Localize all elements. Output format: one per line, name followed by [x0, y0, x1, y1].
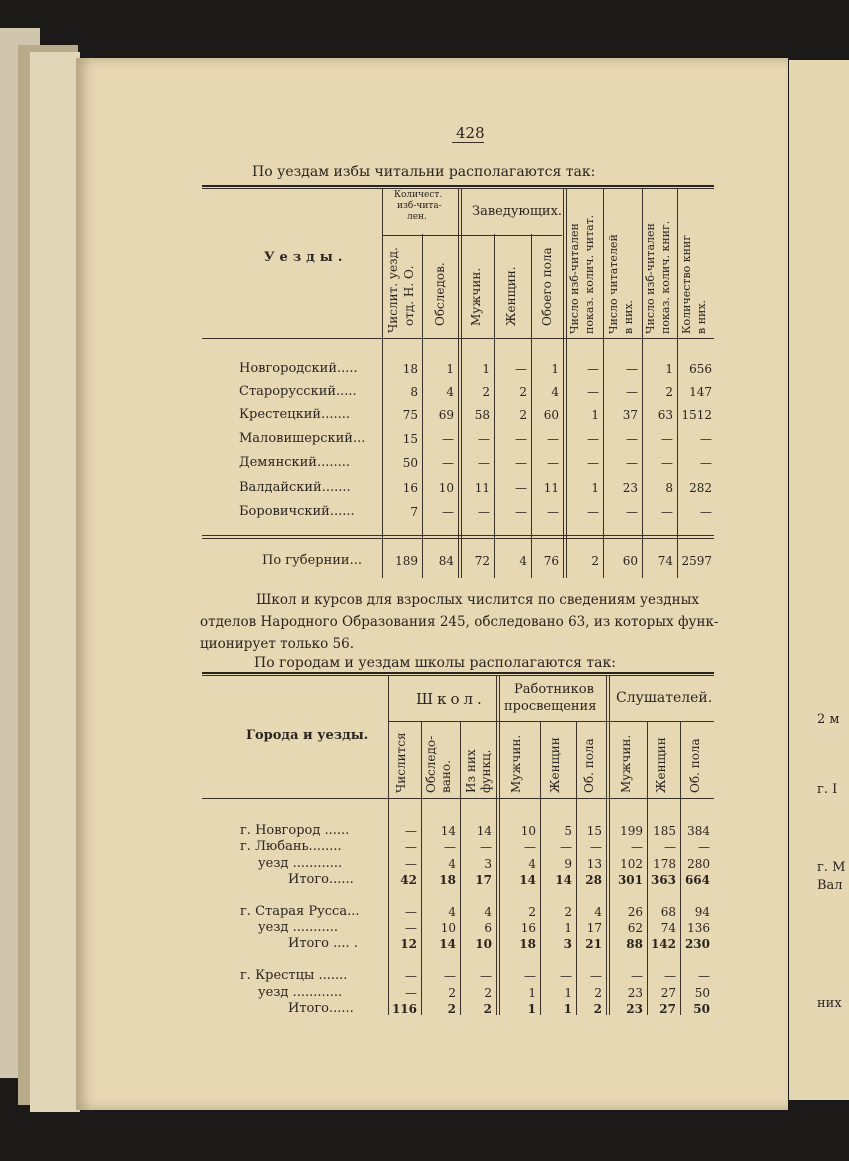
table-cell: 136: [687, 921, 710, 935]
vheader: Женщин: [654, 737, 668, 793]
table-cell: 2: [564, 905, 572, 919]
vheader: в них.: [695, 299, 708, 334]
vheader: Количество книг: [680, 234, 693, 334]
table-cell: 2: [483, 1002, 492, 1016]
table-cell: 6: [484, 921, 492, 935]
paragraph-line: ционирует только 56.: [200, 636, 354, 652]
table-cell: 75: [402, 408, 418, 422]
vheader: Об. пола: [582, 738, 596, 793]
vheader: Число изб-читален: [568, 223, 581, 334]
vheader: Обоего пола: [540, 247, 554, 326]
total-label: По губернии...: [262, 553, 362, 568]
table-cell: —: [524, 840, 536, 854]
table-cell: —: [698, 969, 710, 983]
vheader: Числится: [394, 732, 408, 793]
table-cell: 27: [660, 986, 676, 1000]
table-cell: 1: [564, 921, 572, 935]
vheader: Мужчин.: [469, 267, 483, 326]
table-cell: 4: [594, 905, 602, 919]
table-cell: 50: [402, 456, 418, 470]
header-rabotnikov: Работников: [514, 682, 594, 697]
vheader: Мужчин.: [619, 734, 633, 793]
table-cell: —: [524, 969, 536, 983]
table-cell: 2: [447, 1002, 456, 1016]
table-cell: 4: [448, 905, 456, 919]
table-cell: 60: [622, 554, 638, 568]
table-cell: —: [664, 840, 676, 854]
table-cell: —: [515, 456, 527, 470]
table-cell: 4: [528, 857, 536, 871]
vheader: Обследов.: [433, 262, 447, 326]
vheader: в них.: [622, 299, 635, 334]
row-label: г. Новгород ......: [240, 823, 350, 838]
table-cell: 58: [474, 408, 490, 422]
table-cell: —: [444, 840, 456, 854]
right-page-text: 2 м: [817, 712, 840, 727]
table-cell: —: [626, 362, 638, 376]
table-cell: 2: [519, 408, 527, 422]
table-cell: 2: [593, 1002, 602, 1016]
table-cell: 1512: [681, 408, 712, 422]
row-label: уезд ............: [258, 985, 343, 1000]
table-cell: 3: [484, 857, 492, 871]
table-cell: 10: [520, 824, 536, 838]
table-cell: —: [560, 969, 572, 983]
header-zaveduyushchikh: Заведующих.: [472, 204, 563, 219]
table-cell: 10: [475, 937, 492, 951]
vheader: Мужчин.: [509, 734, 523, 793]
header-kolichest: лен.: [407, 212, 427, 222]
table-cell: —: [661, 505, 673, 519]
table-cell: 17: [475, 873, 492, 887]
table-cell: 2597: [681, 554, 712, 568]
table-cell: 14: [476, 824, 492, 838]
table-cell: 16: [402, 481, 418, 495]
table-cell: 2: [448, 986, 456, 1000]
table-cell: 14: [555, 873, 572, 887]
table-cell: 1: [591, 408, 599, 422]
table-cell: —: [587, 432, 599, 446]
vheader: Число изб-читален: [644, 223, 657, 334]
table-cell: —: [405, 986, 417, 1000]
row-label: г. Старая Русса...: [240, 904, 360, 919]
right-page: [789, 60, 849, 1100]
table-cell: 4: [448, 857, 456, 871]
row-label: Старорусский.....: [239, 384, 357, 399]
vheader: отд. Н. О.: [402, 265, 416, 326]
table-cell: —: [700, 432, 712, 446]
table-cell: —: [515, 432, 527, 446]
table-cell: 2: [665, 385, 673, 399]
table-cell: 102: [620, 857, 643, 871]
table-cell: —: [626, 456, 638, 470]
table-cell: 17: [586, 921, 602, 935]
table-cell: 15: [402, 432, 418, 446]
table-cell: 189: [395, 554, 418, 568]
table-cell: 7: [410, 505, 418, 519]
table-cell: 1: [591, 481, 599, 495]
table-cell: 9: [564, 857, 572, 871]
table-cell: 199: [620, 824, 643, 838]
table-cell: 178: [653, 857, 676, 871]
table-cell: 68: [660, 905, 676, 919]
table-cell: 84: [438, 554, 454, 568]
table-cell: 3: [563, 937, 572, 951]
table-cell: —: [547, 456, 559, 470]
table-cell: —: [480, 969, 492, 983]
table-cell: —: [587, 505, 599, 519]
table-cell: 50: [694, 986, 710, 1000]
vheader: показ. колич. книг.: [659, 220, 672, 334]
table-cell: —: [442, 432, 454, 446]
vheader: Числит. уезд.: [386, 247, 400, 333]
table-cell: 18: [439, 873, 456, 887]
table-cell: 1: [528, 986, 536, 1000]
book-page: [76, 58, 788, 1110]
table-cell: 4: [446, 385, 454, 399]
table-cell: 301: [617, 873, 643, 887]
table-cell: 656: [689, 362, 712, 376]
table-cell: —: [405, 969, 417, 983]
table-cell: —: [515, 362, 527, 376]
row-label: Итого .... .: [288, 936, 358, 951]
right-page-text: Вал: [817, 878, 843, 893]
table-cell: 11: [474, 481, 490, 495]
row-label: Новгородский.....: [239, 361, 358, 376]
table-cell: —: [661, 456, 673, 470]
table-cell: —: [405, 905, 417, 919]
table-cell: —: [587, 385, 599, 399]
row-label: Маловишерский...: [239, 431, 366, 446]
paragraph-line: отделов Народного Образования 245, обследовано 63, из которых функ-: [200, 614, 719, 630]
table-cell: 21: [585, 937, 602, 951]
vheader: показ. колич. читат.: [583, 214, 596, 334]
table-cell: 1: [665, 362, 673, 376]
table-cell: 363: [650, 873, 676, 887]
table-cell: 14: [519, 873, 536, 887]
table-cell: 4: [484, 905, 492, 919]
table-cell: —: [547, 432, 559, 446]
vheader: вано.: [439, 760, 453, 793]
table-cell: 72: [474, 554, 490, 568]
paragraph-line: Школ и курсов для взрослых числится по сведениям уездных: [256, 592, 699, 608]
table-cell: —: [664, 969, 676, 983]
table-cell: —: [626, 432, 638, 446]
table-cell: —: [405, 824, 417, 838]
table-cell: 1: [563, 1002, 572, 1016]
table-cell: 14: [439, 937, 456, 951]
row-label: уезд ............: [258, 856, 343, 871]
row-label: Итого......: [288, 872, 354, 887]
vheader: Женщин.: [504, 266, 518, 326]
table-cell: 94: [694, 905, 710, 919]
table-cell: 4: [551, 385, 559, 399]
header-uezdy: Уезды.: [264, 250, 348, 265]
right-page-text: них: [817, 996, 842, 1011]
table-cell: 13: [586, 857, 602, 871]
table-cell: 2: [519, 385, 527, 399]
table-cell: —: [478, 456, 490, 470]
row-label: Крестецкий.......: [239, 407, 350, 422]
table-cell: —: [515, 481, 527, 495]
table-cell: 1: [551, 362, 559, 376]
table-cell: —: [405, 857, 417, 871]
table-cell: 1: [446, 362, 454, 376]
table-cell: 42: [400, 873, 417, 887]
table-cell: 37: [622, 408, 638, 422]
row-label: Демянский........: [239, 455, 351, 470]
table-cell: 60: [543, 408, 559, 422]
row-label: Итого......: [288, 1001, 354, 1016]
table-cell: —: [515, 505, 527, 519]
table-cell: —: [405, 840, 417, 854]
table-cell: —: [478, 432, 490, 446]
page-number: 428: [456, 124, 485, 142]
table-cell: 23: [622, 481, 638, 495]
table-cell: 5: [564, 824, 572, 838]
table-cell: 28: [585, 873, 602, 887]
row-label: г. Любань........: [240, 839, 342, 854]
table-cell: —: [405, 921, 417, 935]
table-cell: 116: [391, 1002, 417, 1016]
row-label: Боровичский......: [239, 504, 355, 519]
table-cell: —: [547, 505, 559, 519]
table-cell: 18: [402, 362, 418, 376]
table-cell: —: [626, 385, 638, 399]
table-cell: 142: [650, 937, 676, 951]
table-cell: 185: [653, 824, 676, 838]
table-cell: —: [442, 505, 454, 519]
vheader: Число читателей: [607, 234, 620, 334]
table-cell: 2: [528, 905, 536, 919]
table-cell: 10: [440, 921, 456, 935]
table-cell: 384: [687, 824, 710, 838]
table-cell: 280: [687, 857, 710, 871]
table-cell: 1: [564, 986, 572, 1000]
header-goroda: Города и уезды.: [246, 728, 369, 743]
row-label: уезд ...........: [258, 920, 339, 935]
header-shkol: Школ.: [416, 690, 486, 708]
table-cell: —: [587, 362, 599, 376]
vheader: Женщин: [548, 737, 562, 793]
vheader: Обследо-: [424, 735, 438, 793]
table-cell: 1: [482, 362, 490, 376]
table-cell: —: [631, 969, 643, 983]
table-cell: —: [587, 456, 599, 470]
table-cell: 23: [627, 986, 643, 1000]
table-cell: —: [698, 840, 710, 854]
table-cell: —: [442, 456, 454, 470]
table-cell: 230: [684, 937, 710, 951]
table-cell: —: [590, 969, 602, 983]
table-cell: —: [560, 840, 572, 854]
right-page-text: г. М: [817, 860, 846, 875]
table-cell: 50: [693, 1002, 710, 1016]
row-label: Валдайский.......: [239, 480, 351, 495]
table-cell: 76: [543, 554, 559, 568]
header-kolichest: изб-чита-: [397, 201, 442, 211]
table-cell: 69: [438, 408, 454, 422]
table-cell: 18: [519, 937, 536, 951]
table-cell: 63: [657, 408, 673, 422]
intro-text-1: По уездам избы читальни располагаются так:: [252, 164, 596, 180]
table-cell: —: [590, 840, 602, 854]
table-cell: 88: [626, 937, 643, 951]
table-cell: 74: [657, 554, 673, 568]
table-cell: 16: [520, 921, 536, 935]
table-cell: 4: [519, 554, 527, 568]
table-cell: 147: [689, 385, 712, 399]
table-cell: —: [480, 840, 492, 854]
right-page-text: г. I: [817, 782, 838, 797]
table-cell: 74: [660, 921, 676, 935]
table-cell: 282: [689, 481, 712, 495]
table-cell: 23: [626, 1002, 643, 1016]
row-label: г. Крестцы .......: [240, 968, 348, 983]
vheader: Об. пола: [688, 738, 702, 793]
table-cell: 2: [594, 986, 602, 1000]
table-cell: 2: [484, 986, 492, 1000]
table-cell: —: [700, 505, 712, 519]
table-cell: 8: [665, 481, 673, 495]
table-cell: 14: [440, 824, 456, 838]
table-cell: 1: [527, 1002, 536, 1016]
table-cell: —: [626, 505, 638, 519]
table-cell: 15: [586, 824, 602, 838]
header-kolichest: Количест.: [394, 190, 443, 200]
header-slushateley: Слушателей.: [616, 690, 713, 706]
vheader: Из них: [464, 749, 478, 793]
table-cell: —: [661, 432, 673, 446]
table-cell: 27: [659, 1002, 676, 1016]
table-cell: 10: [438, 481, 454, 495]
table-cell: 2: [591, 554, 599, 568]
table-cell: 664: [684, 873, 710, 887]
table-cell: —: [444, 969, 456, 983]
header-rabotnikov: просвещения: [504, 699, 597, 714]
table-cell: —: [478, 505, 490, 519]
table-cell: 8: [410, 385, 418, 399]
vheader: функц.: [479, 749, 493, 793]
table-cell: —: [631, 840, 643, 854]
intro-text-2: По городам и уездам школы располагаются так:: [254, 655, 616, 671]
table-cell: 26: [627, 905, 643, 919]
table-cell: 12: [400, 937, 417, 951]
table-cell: 62: [627, 921, 643, 935]
table-cell: 11: [543, 481, 559, 495]
table-cell: —: [700, 456, 712, 470]
page-edge: [30, 52, 80, 1112]
table-cell: 2: [482, 385, 490, 399]
